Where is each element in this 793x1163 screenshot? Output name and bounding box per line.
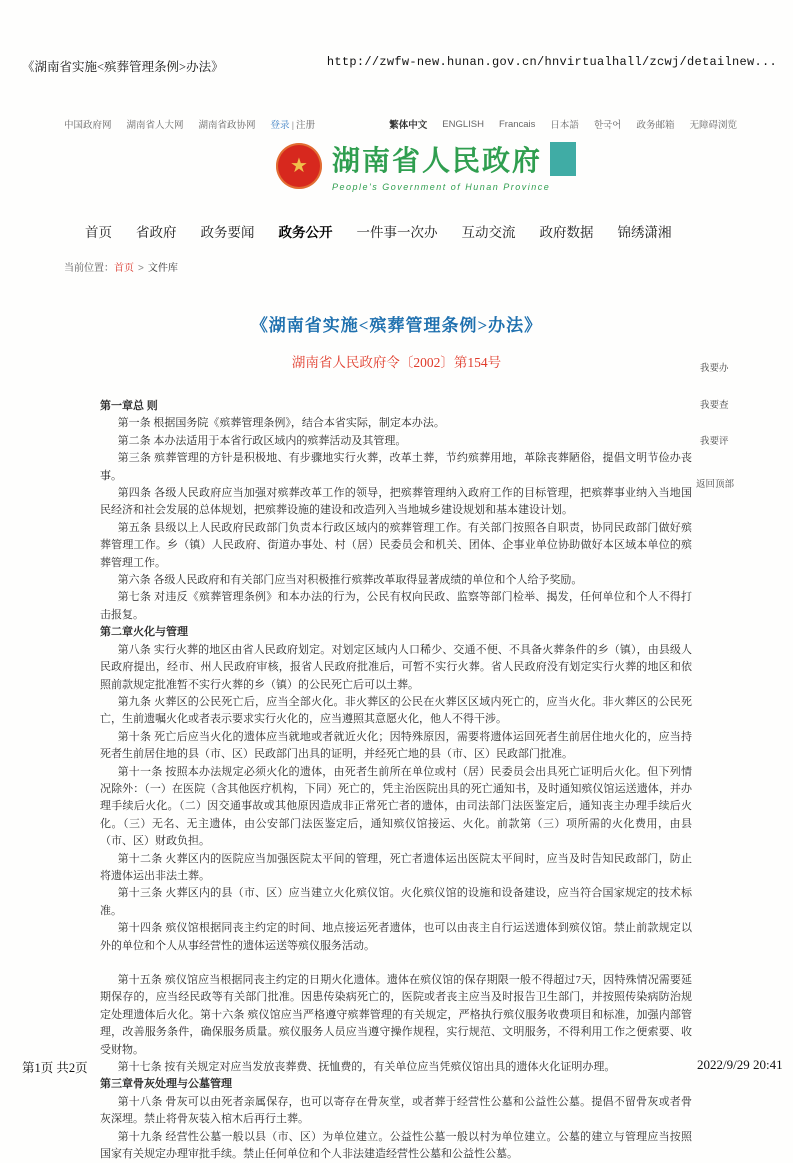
login-link[interactable]: 登录 bbox=[270, 120, 290, 131]
brand-line bbox=[332, 139, 576, 179]
nav-item-gov-data[interactable]: 政府数据 bbox=[539, 225, 594, 240]
article-paragraph: 第十九条 经营性公墓一般以县（市、区）为单位建立。公益性公墓一般以村为单位建立。公墓的建立与管理应当按照国家有关规定办理审批手续。禁止任何单位和个人非法建造经营性公墓和公益性公墓。 bbox=[100, 1130, 692, 1161]
national-emblem-icon bbox=[276, 143, 322, 189]
document-number: 湖南省人民政府令〔2002〕第154号 bbox=[291, 355, 502, 370]
article-paragraph: 第七条 对违反《殡葬管理条例》和本办法的行为，公民有权向民政、监察等部门检举、揭发，任何单位和个人不得打击报复。 bbox=[100, 591, 692, 621]
article-paragraph: 第八条 实行火葬的地区由省人民政府划定。对划定区域内人口稀少、交通不便、不具备火葬条件的乡（镇），由县级人民政府提出，经市、州人民政府审核，报省人民政府批准后，可暂不实行火葬。省人民政府没有划定实行火葬的地区和依照前款规定批准暂不实行火葬的乡（镇）的公民死亡后可以土葬。 bbox=[100, 643, 692, 691]
lang-french[interactable]: Francais bbox=[498, 118, 536, 130]
chapter-heading: 第二章火化与管理 bbox=[100, 626, 188, 639]
breadcrumb-home-link[interactable]: 首页 bbox=[114, 263, 134, 274]
print-footer-datetime: 2022/9/29 20:41 bbox=[697, 1057, 783, 1072]
side-tool-i-want-to-comment[interactable]: 我要评 bbox=[700, 436, 729, 447]
chapter-heading: 第三章骨灰处理与公墓管理 bbox=[100, 1078, 232, 1091]
side-tool-i-want-to-search[interactable]: 我要查 bbox=[700, 400, 729, 411]
article-paragraph: 第十一条 按照本办法规定必须火化的遗体，由死者生前所在单位或村（居）民委员会出具死亡证明后火化。但下列情况除外：（一）在医院（含其他医疗机构，下同）死亡的，凭主治医院出具的死亡通知书，及时通知殡仪馆运送遗体，并办理手续后火化。（二）因交通事故或其他原因造成非正常死亡者的遗体，由司法部门法医鉴定后，通知丧主办理手续后火化。（三）无名、无主遗体，由公安部门法医鉴定后，通知殡仪馆接运、火化。前款第（三）项所需的火化费用，由县（市、区）财政负担。 bbox=[100, 765, 692, 848]
breadcrumb-label: 当前位置： bbox=[64, 263, 114, 274]
document-body bbox=[100, 398, 692, 1163]
nav-item-gov-affairs-public[interactable]: 政务公开 bbox=[278, 225, 333, 240]
side-tool-i-want-to-apply[interactable]: 我要办 bbox=[700, 363, 729, 374]
lang-japanese[interactable]: 日本語 bbox=[550, 120, 579, 131]
utility-right-group bbox=[389, 117, 737, 131]
site-name: 湖南省人民政府 bbox=[332, 145, 543, 176]
emblem-star-icon: ★ bbox=[290, 154, 308, 177]
document-title: 《湖南省实施<殡葬管理条例>办法》 bbox=[250, 316, 543, 335]
link-hunan-cppcc[interactable]: 湖南省政协网 bbox=[198, 120, 256, 131]
lang-traditional-chinese[interactable]: 繁体中文 bbox=[389, 120, 428, 131]
nav-item-one-thing-once[interactable]: 一件事一次办 bbox=[356, 225, 438, 240]
nav-item-gov-news[interactable]: 政务要闻 bbox=[200, 225, 255, 240]
article-paragraph: 第十七条 按有关规定对应当发放丧葬费、抚恤费的，有关单位应当凭殡仪馆出具的遗体火化证明办理。 bbox=[117, 1061, 616, 1074]
nav-item-interaction[interactable]: 互动交流 bbox=[461, 225, 516, 240]
article-paragraph: 第四条 各级人民政府应当加强对殡葬改革工作的领导，把殡葬管理纳入政府工作的目标管理，把殡葬事业纳入当地国民经济和社会发展的总体规划，把殡葬设施的建设和改造列入当地城乡建设规划和基本建设计划。 bbox=[100, 487, 692, 517]
main-nav bbox=[85, 221, 672, 241]
breadcrumb-current: 文件库 bbox=[147, 263, 178, 274]
accessibility-link[interactable]: 无障碍浏览 bbox=[689, 120, 737, 131]
brand-accent-block bbox=[550, 142, 576, 176]
article-paragraph: 第十五条 殡仪馆应当根据同丧主约定的日期火化遗体。遗体在殡仪馆的保存期限一般不得超过7天，因特殊情况需要延期保存的，应当经民政等有关部门批准。因患传染病死亡的，医院或者丧主应当及时报告卫生部门，并按照传染病防治规定处理遗体后火化。第十六条 殡仪馆应当严格遵守殡葬管理的有关规定，严格执行殡仪服务收费项目和标准，加强内部管理，改善服务条件，确保服务质量。殡仪服务人员应当遵守操作规程，实行规范、文明服务，不得利用工作之便索要、收受财物。 bbox=[100, 974, 692, 1056]
nav-item-home[interactable]: 首页 bbox=[85, 225, 112, 240]
link-china-gov-site[interactable]: 中国政府网 bbox=[64, 120, 112, 131]
utility-left-group bbox=[64, 117, 315, 131]
login-register bbox=[271, 117, 316, 131]
article-paragraph: 第一条 根据国务院《殡葬管理条例》，结合本省实际，制定本办法。 bbox=[117, 417, 445, 430]
login-register-divider: | bbox=[291, 120, 295, 131]
article-paragraph: 第十三条 火葬区内的县（市、区）应当建立火化殡仪馆。火化殡仪馆的设施和设备建设，应当符合国家规定的技术标准。 bbox=[100, 887, 692, 917]
article-paragraph: 第三条 殡葬管理的方针是积极地、有步骤地实行火葬，改革土葬，节约殡葬用地，革除丧葬陋俗，提倡文明节俭办丧事。 bbox=[100, 452, 692, 482]
utility-bar bbox=[64, 117, 737, 131]
article-paragraph: 第十八条 骨灰可以由死者亲属保存，也可以寄存在骨灰堂，或者葬于经营性公墓和公益性公墓。提倡不留骨灰或者骨灰深埋。禁止将骨灰装入棺木后再行土葬。 bbox=[100, 1095, 692, 1126]
article-paragraph: 第九条 火葬区的公民死亡后，应当全部火化。非火葬区的公民在火葬区区域内死亡的，应当火化。非火葬区的公民死亡，生前遗嘱火化或者表示要求实行火化的，应当遵照其意愿火化，他人不得干涉。 bbox=[100, 695, 692, 726]
chapter-heading: 第一章总 则 bbox=[100, 400, 158, 412]
breadcrumb-separator: > bbox=[138, 263, 144, 274]
print-header-title: 《湖南省实施<殡葬管理条例>办法》 bbox=[22, 60, 224, 74]
gov-mailbox-link[interactable]: 政务邮箱 bbox=[636, 120, 675, 131]
article-paragraph: 第二条 本办法适用于本省行政区域内的殡葬活动及其管理。 bbox=[117, 434, 407, 447]
lang-korean[interactable]: 한국어 bbox=[593, 120, 622, 131]
article-paragraph: 第六条 各级人民政府和有关部门应当对积极推行殡葬改革取得显著成绩的单位和个人给予奖励。 bbox=[117, 574, 583, 587]
article-paragraph: 第十四条 殡仪馆根据同丧主约定的时间、地点接运死者遗体，也可以由丧主自行运送遗体到殡仪馆。禁止前款规定以外的单位和个人从事经营性的遗体运送等殡仪服务活动。 bbox=[100, 922, 692, 952]
article-paragraph: 第十二条 火葬区内的医院应当加强医院太平间的管理，死亡者遗体运出医院太平间时，应当及时告知民政部门，防止将遗体运出非法土葬。 bbox=[100, 852, 692, 882]
print-footer-page-info: 第1页 共2页 bbox=[22, 1061, 88, 1075]
print-header-url: http://zwfw-new.hunan.gov.cn/hnvirtualhall/zcwj/detailnew... bbox=[326, 55, 777, 69]
register-link[interactable]: 注册 bbox=[296, 120, 316, 131]
lang-english[interactable]: ENGLISH bbox=[442, 118, 484, 130]
link-hunan-peoples-congress[interactable]: 湖南省人大网 bbox=[126, 120, 184, 131]
nav-item-provincial-government[interactable]: 省政府 bbox=[136, 225, 177, 240]
nav-item-jinxiu-xiaoxiang[interactable]: 锦绣潇湘 bbox=[617, 225, 672, 240]
site-name-english: People's Government of Hunan Province bbox=[332, 182, 551, 192]
breadcrumb bbox=[64, 259, 178, 274]
brand-block bbox=[332, 139, 576, 192]
article-paragraph: 第五条 县级以上人民政府民政部门负责本行政区域内的殡葬管理工作。有关部门按照各自职责，协同民政部门做好殡葬管理工作。乡（镇）人民政府、街道办事处、村（居）民委员会和机关、团体、企事业单位协助做好本区域本单位的殡葬管理工作。 bbox=[100, 521, 692, 569]
site-logo[interactable] bbox=[276, 139, 576, 192]
side-tool-back-to-top[interactable]: 返回顶部 bbox=[696, 479, 735, 490]
article-paragraph: 第十条 死亡后应当火化的遗体应当就地或者就近火化；因特殊原因，需要将遗体运回死者生前居住地火化的，应当持死者生前居住地的县（市、区）民政部门出具的证明，并经死亡地的县（市、区）民政部门批准。 bbox=[100, 730, 692, 761]
